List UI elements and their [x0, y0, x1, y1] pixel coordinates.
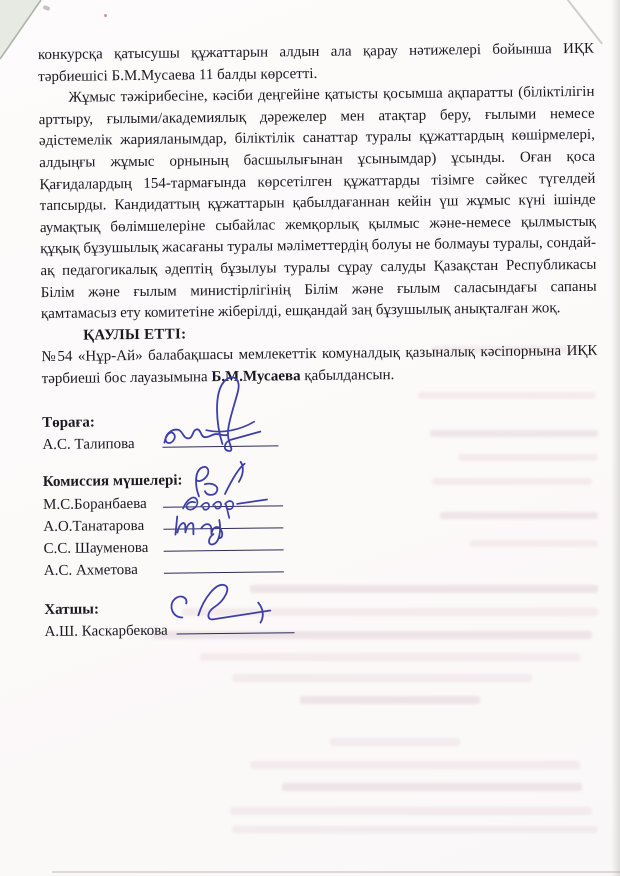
resolution-text-after: қабылдансын. [300, 366, 395, 385]
candidate-name: Б.М.Мусаева [211, 368, 301, 386]
bleed-through-artifact [282, 783, 582, 791]
secretary-heading: Хатшы: [44, 601, 100, 618]
page-bottom-edge [52, 871, 620, 873]
member-signature-line [163, 513, 283, 529]
bleed-through-artifact [232, 826, 598, 833]
bleed-through-artifact [300, 696, 480, 704]
paragraph-experience: Жұмыс тәжірибесіне, кәсіби деңгейіне қатысты қосымша ақпаратты (біліктілігін арттыру, ғылыми/академиялық дәрежелер мен атақтар беру, ғылыми немесе әдістемелік жарияланымдар, біліктілік санаттар туралы құжаттардың көшірмелері, алдыңғы жұмыс орнының басшылығынан ұсынымдар) ұсынды. Оған қоса Қағидалардың 154-тармағында көрсетілген құжаттарды тізімге сәйкес түгелдей тапсырды. Кандидаттың құжаттарын қабылдағаннан кейін үш жұмыс күні ішінде аумақтық бөлімшелеріне сыбайлас жемқорлық қылмыс және-немесе қылмыстық құқық бұзушылық жасағаны туралы мәліметтердің болуы не болмауы туралы, сондай-ақ педагогикалық әдептің бұзылуы туралы сұрау салуды Қазақстан Республикасы Білім және ғылым министірлігінің Білім және ғылым саласындағы сапаны қамтамасыз ету комитетіне жіберілді, ешқандай заң бұзушылық анықталған жоқ. [38, 83, 597, 323]
secretary-name: А.Ш. Каскарбекова [44, 622, 168, 641]
member-signature-line [164, 557, 284, 573]
commission-heading: Комиссия мүшелері: [42, 472, 183, 491]
bleed-through-artifact [330, 738, 460, 746]
member-name: М.С.Боранбаева [42, 495, 147, 513]
resolution-heading: ҚАУЛЫ ЕТТІ: [83, 326, 187, 344]
signature-section [42, 406, 601, 643]
paragraph-intro: конкурсқа қатысушы құжаттарын алдын ала қарау нәтижелері бойынша ИҚК тәрбиешісі Б.М.Мусаева 11 балды көрсетті. [37, 40, 595, 85]
member-name: А.С. Ахметова [43, 561, 138, 579]
bleed-through-artifact [230, 807, 592, 815]
bleed-through-artifact [200, 653, 580, 661]
member-name: А.О.Танатарова [43, 517, 145, 535]
chairman-heading: Төраға: [42, 413, 95, 431]
resolution-text-before: №54 «Нұр-Ай» балабақшасы мемлекеттік комуналдық қазыналық кәсіпорнына ИҚК тәрбиеші бос лауазымына [41, 343, 598, 387]
secretary-signature-line [176, 618, 294, 634]
paragraph-resolution [41, 341, 597, 390]
chairman-signature-line [162, 431, 278, 447]
bleed-through-artifact [250, 761, 580, 769]
bleed-through-artifact [232, 674, 532, 682]
chairman-name: А.С. Талипова [42, 436, 135, 454]
member-name: С.С. Шауменова [43, 539, 149, 557]
member-signature-line [163, 491, 283, 507]
member-signature-line [163, 535, 283, 551]
